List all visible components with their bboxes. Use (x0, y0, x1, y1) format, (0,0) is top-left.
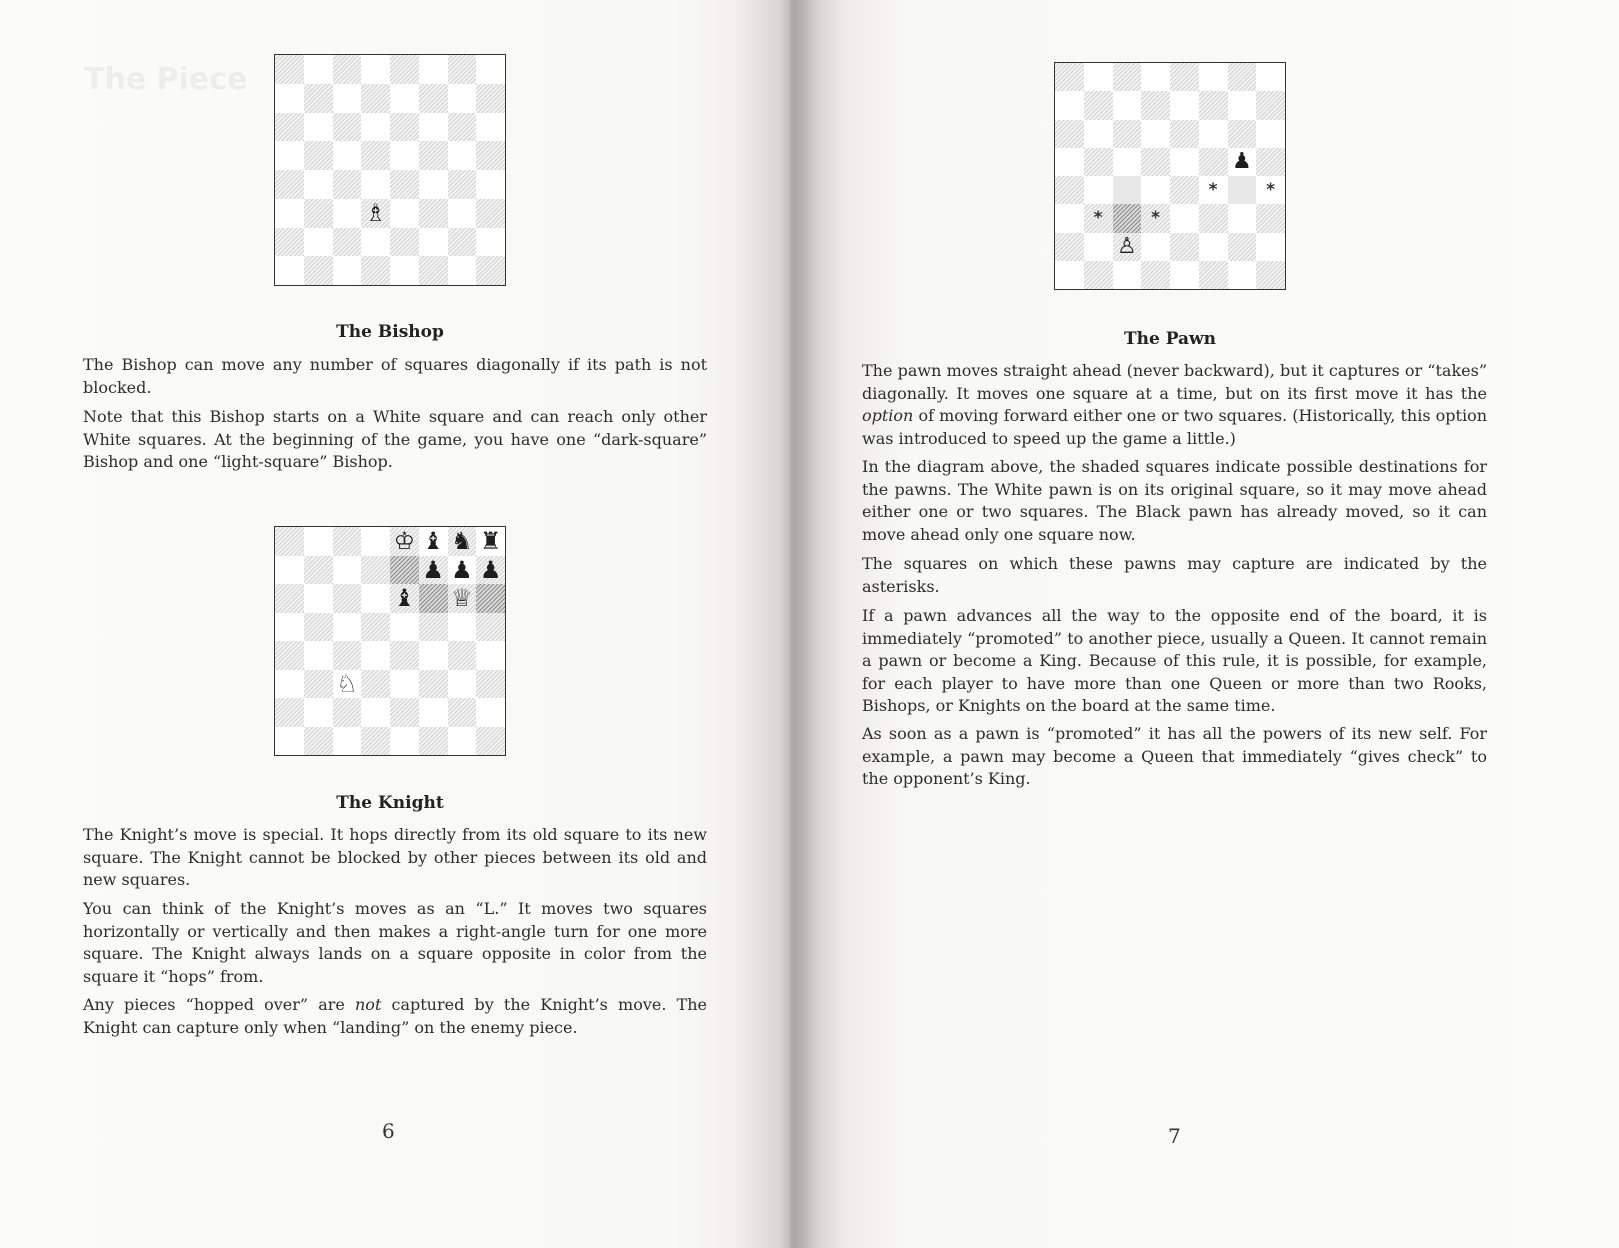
board-square (1170, 63, 1199, 91)
board-square (1084, 91, 1113, 119)
board-square (448, 256, 477, 285)
board-square (1199, 261, 1228, 289)
board-square (333, 256, 362, 285)
board-square (304, 256, 333, 285)
board-square (1055, 120, 1084, 148)
board-square (1199, 204, 1228, 232)
board-square (1228, 261, 1257, 289)
board-square (448, 613, 477, 642)
board-square (361, 556, 390, 585)
board-square (1141, 176, 1170, 204)
bishop-paragraph-1: The Bishop can move any number of squares diagonally if its path is not blocked. (83, 355, 707, 397)
capture-asterisk: * (1093, 208, 1103, 229)
board-square (1228, 148, 1257, 176)
board-square (333, 228, 362, 257)
pawn-paragraph-5: As soon as a pawn is “promoted” it has all the powers of its new self. For example, a pawn may become a Queen that immediately “gives check” to the opponent’s King. (862, 724, 1487, 788)
white-bishop-icon: ♗ (364, 199, 387, 228)
board-square (419, 527, 448, 556)
board-square (304, 170, 333, 199)
capture-asterisk: * (1151, 208, 1161, 229)
board-square (304, 670, 333, 699)
board-square (1084, 204, 1113, 232)
board-square (1055, 176, 1084, 204)
board-square (390, 256, 419, 285)
board-square (361, 141, 390, 170)
board-square (361, 670, 390, 699)
board-square (275, 228, 304, 257)
black-queen-icon: ♕ (451, 584, 473, 613)
board-square (476, 55, 505, 84)
board-square (304, 584, 333, 613)
knight-diagram (274, 526, 506, 756)
board-square (275, 527, 304, 556)
board-square (361, 256, 390, 285)
board-square (333, 641, 362, 670)
board-square (333, 556, 362, 585)
board-square (476, 698, 505, 727)
board-square (361, 113, 390, 142)
board-square (1256, 176, 1285, 204)
board-square (448, 727, 477, 756)
board-square (419, 613, 448, 642)
pawn-paragraph-2: In the diagram above, the shaded squares indicate possible destinations for the pawns. The White pawn is on its original square, so it may move ahead either one or two squares. The Black pawn has already moved, so it can move ahead only one square now. (862, 457, 1487, 544)
board-square (1055, 91, 1084, 119)
board-square (1256, 91, 1285, 119)
board-square (1084, 176, 1113, 204)
board-square (476, 256, 505, 285)
black-pawn-icon: ♟ (451, 555, 473, 584)
board-square (275, 556, 304, 585)
board-square (390, 199, 419, 228)
board-square (333, 527, 362, 556)
board-square (1170, 148, 1199, 176)
page-number-right: 7 (1168, 1124, 1181, 1148)
board-square (476, 170, 505, 199)
board-square (1170, 233, 1199, 261)
right-page (790, 0, 1619, 1248)
board-square (333, 170, 362, 199)
board-square (361, 698, 390, 727)
board-square (1113, 148, 1142, 176)
board-square (390, 613, 419, 642)
board-square (1055, 233, 1084, 261)
board-square (333, 199, 362, 228)
board-square (476, 727, 505, 756)
pawn-heading: The Pawn (1123, 329, 1217, 349)
board-square (275, 113, 304, 142)
board-square (448, 556, 477, 585)
board-square (1199, 63, 1228, 91)
board-square (476, 228, 505, 257)
board-square (1141, 261, 1170, 289)
board-square (448, 141, 477, 170)
bleed-through-text: The Piece (84, 62, 248, 97)
bishop-diagram (274, 54, 506, 286)
board-square (390, 141, 419, 170)
board-square (1170, 204, 1199, 232)
board-square (476, 613, 505, 642)
board-square (1055, 148, 1084, 176)
board-square (333, 55, 362, 84)
capture-asterisk: * (1266, 180, 1276, 201)
board-square (304, 641, 333, 670)
board-square (304, 113, 333, 142)
board-square (1228, 120, 1257, 148)
board-square (1113, 261, 1142, 289)
board-square (304, 613, 333, 642)
board-square (275, 170, 304, 199)
black-pawn-icon: ♟ (422, 555, 444, 584)
board-square (448, 113, 477, 142)
board-square (419, 170, 448, 199)
board-square (275, 641, 304, 670)
board-square (275, 584, 304, 613)
board-square (1228, 233, 1257, 261)
board-square (361, 170, 390, 199)
board-square (333, 584, 362, 613)
board-square (419, 113, 448, 142)
board-square (1141, 148, 1170, 176)
board-square (361, 584, 390, 613)
board-square (1256, 63, 1285, 91)
board-square (1084, 63, 1113, 91)
board-square (275, 698, 304, 727)
board-square (476, 113, 505, 142)
board-square (1170, 91, 1199, 119)
board-square (419, 228, 448, 257)
board-square (1084, 261, 1113, 289)
board-square (1084, 120, 1113, 148)
board-square (275, 670, 304, 699)
capture-asterisk: * (1208, 180, 1218, 201)
page-number-left: 6 (382, 1119, 395, 1143)
black-bishop-icon: ♝ (393, 584, 416, 613)
board-square (1141, 91, 1170, 119)
board-square (390, 228, 419, 257)
black-king-icon: ♔ (393, 527, 416, 556)
board-square (1199, 148, 1228, 176)
board-square (304, 727, 333, 756)
board-square (304, 55, 333, 84)
board-square (304, 84, 333, 113)
pawn-paragraph-1-end: of moving forward either one or two squares. (Historically, this option was introduced to speed up the game a little.) (862, 406, 1487, 448)
board-square (333, 613, 362, 642)
board-square (1141, 204, 1170, 232)
board-square (419, 641, 448, 670)
pawn-diagram (1054, 62, 1286, 290)
knight-heading: The Knight (336, 793, 444, 813)
board-square (390, 113, 419, 142)
board-square (1170, 120, 1199, 148)
board-square (1256, 261, 1285, 289)
board-square (1256, 148, 1285, 176)
board-square (1199, 91, 1228, 119)
board-square (390, 84, 419, 113)
board-square (419, 670, 448, 699)
board-square (1113, 204, 1142, 232)
board-square (1113, 176, 1142, 204)
board-square (419, 84, 448, 113)
board-square (361, 199, 390, 228)
board-square (361, 55, 390, 84)
board-square (419, 199, 448, 228)
board-square (1199, 120, 1228, 148)
bishop-heading: The Bishop (336, 322, 444, 342)
pawn-paragraph-3: The squares on which these pawns may capture are indicated by the asterisks. (862, 554, 1487, 596)
board-square (419, 256, 448, 285)
board-square (419, 584, 448, 613)
board-square (448, 199, 477, 228)
board-square (390, 556, 419, 585)
board-square (476, 584, 505, 613)
knight-paragraph-3-start: Any pieces “hopped over” are (83, 995, 355, 1014)
board-square (448, 698, 477, 727)
board-square (448, 55, 477, 84)
board-square (1113, 91, 1142, 119)
knight-paragraph-3-emphasis: not (355, 995, 382, 1014)
board-square (448, 584, 477, 613)
board-square (1256, 204, 1285, 232)
board-square (448, 84, 477, 113)
board-square (275, 613, 304, 642)
board-square (1170, 261, 1199, 289)
board-square (1055, 204, 1084, 232)
board-square (390, 170, 419, 199)
board-square (1228, 204, 1257, 232)
board-square (304, 698, 333, 727)
knight-paragraph-2: You can think of the Knight’s moves as an “L.” It moves two squares horizontally or vertically and then makes a right-angle turn for one more square. The Knight always lands on a square opposite in color from the square it “hops” from. (83, 899, 707, 986)
board-square (361, 613, 390, 642)
board-square (1199, 233, 1228, 261)
board-square (1228, 91, 1257, 119)
board-square (1084, 233, 1113, 261)
board-square (476, 556, 505, 585)
bishop-paragraph-2: Note that this Bishop starts on a White square and can reach only other White squares. At the beginning of the game, you have one “dark-square” Bishop and one “light-square” Bishop. (83, 407, 707, 471)
black-bishop-icon: ♝ (422, 527, 444, 556)
board-square (361, 641, 390, 670)
board-square (361, 727, 390, 756)
board-square (448, 641, 477, 670)
board-square (390, 641, 419, 670)
board-square (361, 527, 390, 556)
board-square (1256, 120, 1285, 148)
board-square (1256, 233, 1285, 261)
board-square (1141, 63, 1170, 91)
board-square (448, 670, 477, 699)
board-square (1199, 176, 1228, 204)
board-square (333, 113, 362, 142)
pawn-paragraph-1-emphasis: option (862, 406, 914, 425)
board-square (333, 698, 362, 727)
board-square (1055, 261, 1084, 289)
board-square (390, 584, 419, 613)
board-square (419, 141, 448, 170)
board-square (304, 141, 333, 170)
board-square (448, 228, 477, 257)
board-square (275, 141, 304, 170)
left-page (0, 0, 790, 1248)
board-square (275, 55, 304, 84)
board-square (1141, 233, 1170, 261)
pawn-paragraph-1 (862, 360, 1487, 450)
board-square (390, 527, 419, 556)
black-knight-icon: ♞ (451, 527, 473, 556)
board-square (419, 556, 448, 585)
board-square (304, 228, 333, 257)
knight-paragraph-3 (83, 994, 707, 1039)
board-square (1170, 176, 1199, 204)
board-square (1228, 63, 1257, 91)
board-square (361, 84, 390, 113)
board-square (476, 641, 505, 670)
board-square (333, 727, 362, 756)
board-square (1113, 63, 1142, 91)
knight-paragraph-3-end: captured by the Knight’s move. The Knight can capture only when “landing” on the enemy piece. (83, 995, 708, 1037)
board-square (390, 670, 419, 699)
knight-paragraph-1: The Knight’s move is special. It hops directly from its old square to its new square. The Knight cannot be blocked by other pieces between its old and new squares. (83, 825, 707, 889)
white-knight-icon: ♘ (336, 669, 358, 698)
board-square (390, 698, 419, 727)
pawn-paragraph-4: If a pawn advances all the way to the opposite end of the board, it is immediately “promoted” to another piece, usually a Queen. It cannot remain a pawn or become a King. Because of this rule, it is possible, for example, for each player to have more than one Queen or more than two Rooks, Bishops, or Knights on the board at the same time. (862, 606, 1487, 715)
board-square (275, 727, 304, 756)
pawn-paragraph-1-start: The pawn moves straight ahead (never backward), but it captures or “takes” diagonally. It moves one square at a time, but on its first move it has the (862, 361, 1487, 403)
board-square (1141, 120, 1170, 148)
board-square (275, 199, 304, 228)
board-square (419, 698, 448, 727)
board-square (476, 199, 505, 228)
black-rook-icon: ♜ (479, 527, 502, 556)
board-square (333, 670, 362, 699)
board-square (419, 55, 448, 84)
board-square (448, 170, 477, 199)
board-square (390, 55, 419, 84)
board-square (476, 141, 505, 170)
board-square (333, 84, 362, 113)
board-square (304, 199, 333, 228)
black-pawn-icon: ♟ (1232, 148, 1252, 174)
board-square (1055, 63, 1084, 91)
board-square (1228, 176, 1257, 204)
white-pawn-icon: ♙ (1117, 233, 1137, 259)
board-square (1113, 233, 1142, 261)
board-square (275, 256, 304, 285)
board-square (390, 727, 419, 756)
board-square (1084, 148, 1113, 176)
board-square (361, 228, 390, 257)
board-square (333, 141, 362, 170)
board-square (448, 527, 477, 556)
board-square (275, 84, 304, 113)
board-square (476, 84, 505, 113)
board-square (419, 727, 448, 756)
black-pawn-icon: ♟ (479, 555, 502, 584)
board-square (304, 527, 333, 556)
board-square (476, 670, 505, 699)
board-square (1113, 120, 1142, 148)
board-square (304, 556, 333, 585)
board-square (476, 527, 505, 556)
